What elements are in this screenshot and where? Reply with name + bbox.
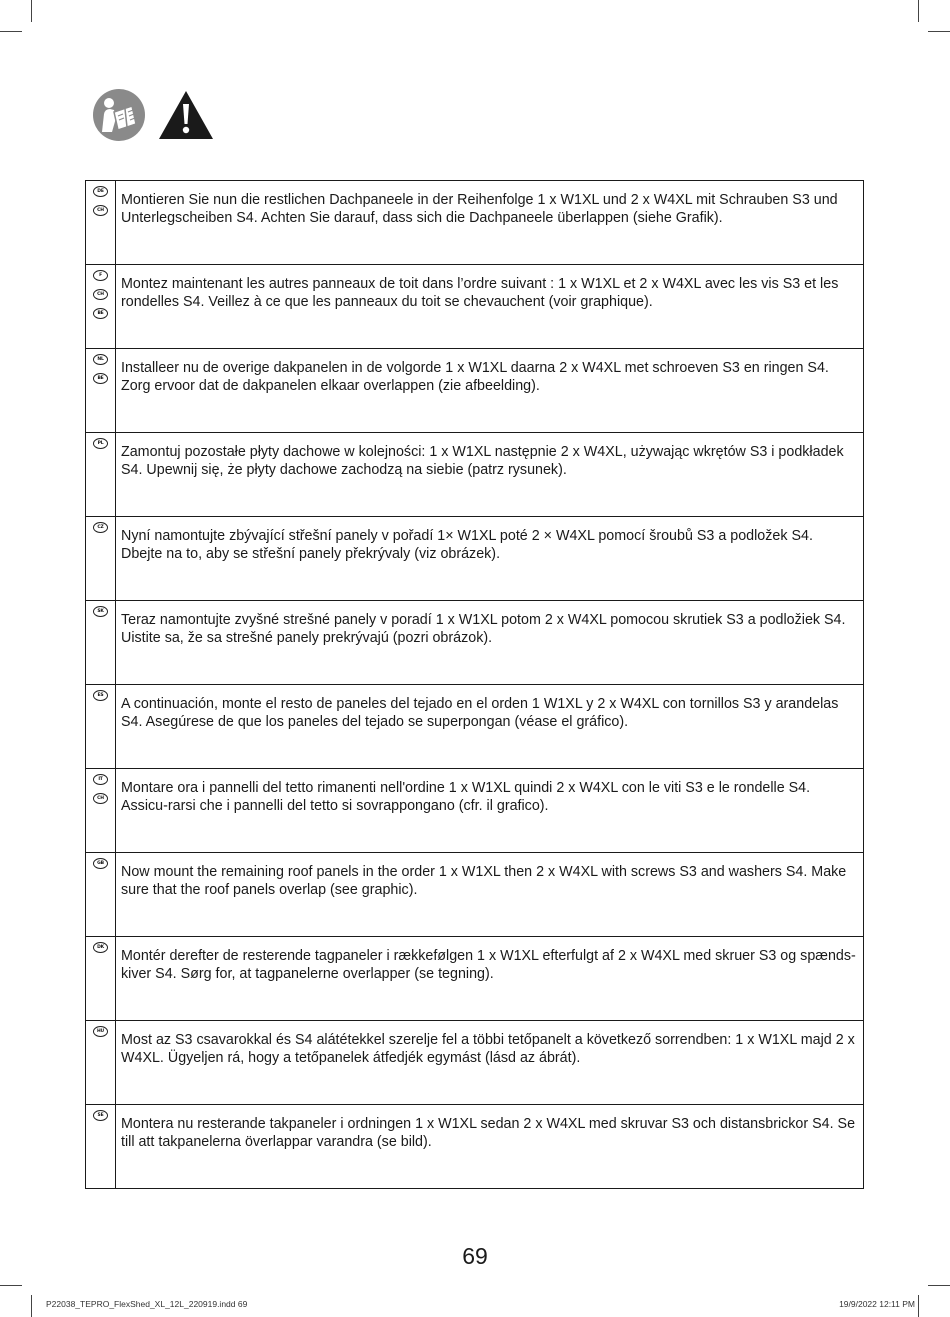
language-row	[86, 433, 864, 517]
country-code-badge: F	[93, 270, 108, 281]
country-code-badge: BE	[93, 373, 108, 384]
country-code-badge: GB	[93, 858, 108, 869]
country-code-badge: CH	[93, 205, 108, 216]
crop-mark	[918, 1295, 919, 1317]
instruction-text: A continuación, monte el resto de paneles del tejado en el orden 1 W1XL y 2 x W4XL con tornillos S3 y arandelas S4. Asegúrese de que los paneles del tejado se superpongan (véase el gráfico).	[116, 685, 864, 769]
country-code-badge: SE	[93, 1110, 108, 1121]
read-manual-icon	[92, 88, 146, 142]
flag-cell	[86, 769, 116, 853]
safety-icons	[92, 88, 222, 142]
crop-mark	[928, 31, 950, 32]
language-row	[86, 265, 864, 349]
country-code-badge: DE	[93, 186, 108, 197]
flag-cell	[86, 1021, 116, 1105]
language-row	[86, 517, 864, 601]
flag-cell	[86, 601, 116, 685]
crop-mark	[31, 0, 32, 22]
country-code-badge: CH	[93, 289, 108, 300]
flag-cell	[86, 517, 116, 601]
crop-mark	[0, 1285, 22, 1286]
instruction-text: Montieren Sie nun die restlichen Dachpaneele in der Reihenfolge 1 x W1XL und 2 x W4XL mit Schrauben S3 und Unterlegscheiben S4. Achten Sie darauf, dass sich die Dachpaneele überlappen (siehe Grafik).	[116, 181, 864, 265]
language-instructions-table	[85, 180, 864, 1189]
country-code-badge: IT	[93, 774, 108, 785]
instruction-text: Montez maintenant les autres panneaux de toit dans l’ordre suivant : 1 x W1XL et 2 x W4XL avec les vis S3 et les rondelles S4. Veillez à ce que les panneaux du toit se chevauchent (voir graphique).	[116, 265, 864, 349]
language-row	[86, 769, 864, 853]
flag-cell	[86, 853, 116, 937]
crop-mark	[918, 0, 919, 22]
country-code-badge: NL	[93, 354, 108, 365]
flag-cell	[86, 265, 116, 349]
country-code-badge: CZ	[93, 522, 108, 533]
country-code-badge: ES	[93, 690, 108, 701]
language-row	[86, 1105, 864, 1189]
crop-mark	[0, 31, 22, 32]
instruction-text: Zamontuj pozostałe płyty dachowe w kolejności: 1 x W1XL następnie 2 x W4XL, używając wkrętów S3 i podkładek S4. Upewnij się, że płyty dachowe zachodzą na siebie (patrz rysunek).	[116, 433, 864, 517]
flag-cell	[86, 181, 116, 265]
language-row	[86, 1021, 864, 1105]
footer-datetime: 19/9/2022 12:11 PM	[839, 1299, 915, 1309]
country-code-badge: HU	[93, 1026, 108, 1037]
country-code-badge: CH	[93, 793, 108, 804]
country-code-badge: PL	[93, 438, 108, 449]
language-row	[86, 853, 864, 937]
flag-cell	[86, 685, 116, 769]
country-code-badge: DK	[93, 942, 108, 953]
instruction-text: Montera nu resterande takpaneler i ordningen 1 x W1XL sedan 2 x W4XL med skruvar S3 och distansbrickor S4. Se till att takpanelerna överlappar varandra (se bild).	[116, 1105, 864, 1189]
footer-file-name: P22038_TEPRO_FlexShed_XL_12L_220919.indd 69	[46, 1299, 248, 1309]
instruction-text: Most az S3 csavarokkal és S4 alátétekkel szerelje fel a többi tetőpanelt a következő sorrendben: 1 x W1XL majd 2 x W4XL. Ügyeljen rá, hogy a tetőpanelek átfedjék egymást (lásd az ábrát).	[116, 1021, 864, 1105]
warning-triangle-icon	[156, 88, 216, 142]
crop-mark	[928, 1285, 950, 1286]
instruction-text: Montare ora i pannelli del tetto rimanenti nell'ordine 1 x W1XL quindi 2 x W4XL con le viti S3 e le rondelle S4. Assicu-rarsi che i pannelli del tetto si sovrappongano (cfr. il grafico).	[116, 769, 864, 853]
language-row	[86, 937, 864, 1021]
flag-cell	[86, 349, 116, 433]
instruction-text: Teraz namontujte zvyšné strešné panely v poradí 1 x W1XL potom 2 x W4XL pomocou skrutiek S3 a podložiek S4. Uistite sa, že sa strešné panely prekrývajú (pozri obrázok).	[116, 601, 864, 685]
flag-cell	[86, 937, 116, 1021]
language-row	[86, 181, 864, 265]
crop-mark	[31, 1295, 32, 1317]
language-row	[86, 349, 864, 433]
instruction-text: Nyní namontujte zbývající střešní panely v pořadí 1× W1XL poté 2 × W4XL pomocí šroubů S3 a podložek S4. Dbejte na to, aby se střešní panely překrývaly (viz obrázek).	[116, 517, 864, 601]
flag-cell	[86, 433, 116, 517]
language-row	[86, 685, 864, 769]
instruction-text: Installeer nu de overige dakpanelen in de volgorde 1 x W1XL daarna 2 x W4XL met schroeven S3 en ringen S4. Zorg ervoor dat de dakpanelen elkaar overlappen (zie afbeelding).	[116, 349, 864, 433]
language-row	[86, 601, 864, 685]
instruction-text: Montér derefter de resterende tagpaneler i rækkefølgen 1 x W1XL efterfulgt af 2 x W4XL med skruer S3 og spænds-kiver S4. Sørg for, at tagpanelerne overlapper (se tegning).	[116, 937, 864, 1021]
page-number: 69	[462, 1243, 488, 1269]
country-code-badge: BE	[93, 308, 108, 319]
flag-cell	[86, 1105, 116, 1189]
instruction-text: Now mount the remaining roof panels in the order 1 x W1XL then 2 x W4XL with screws S3 and washers S4. Make sure that the roof panels overlap (see graphic).	[116, 853, 864, 937]
country-code-badge: SK	[93, 606, 108, 617]
